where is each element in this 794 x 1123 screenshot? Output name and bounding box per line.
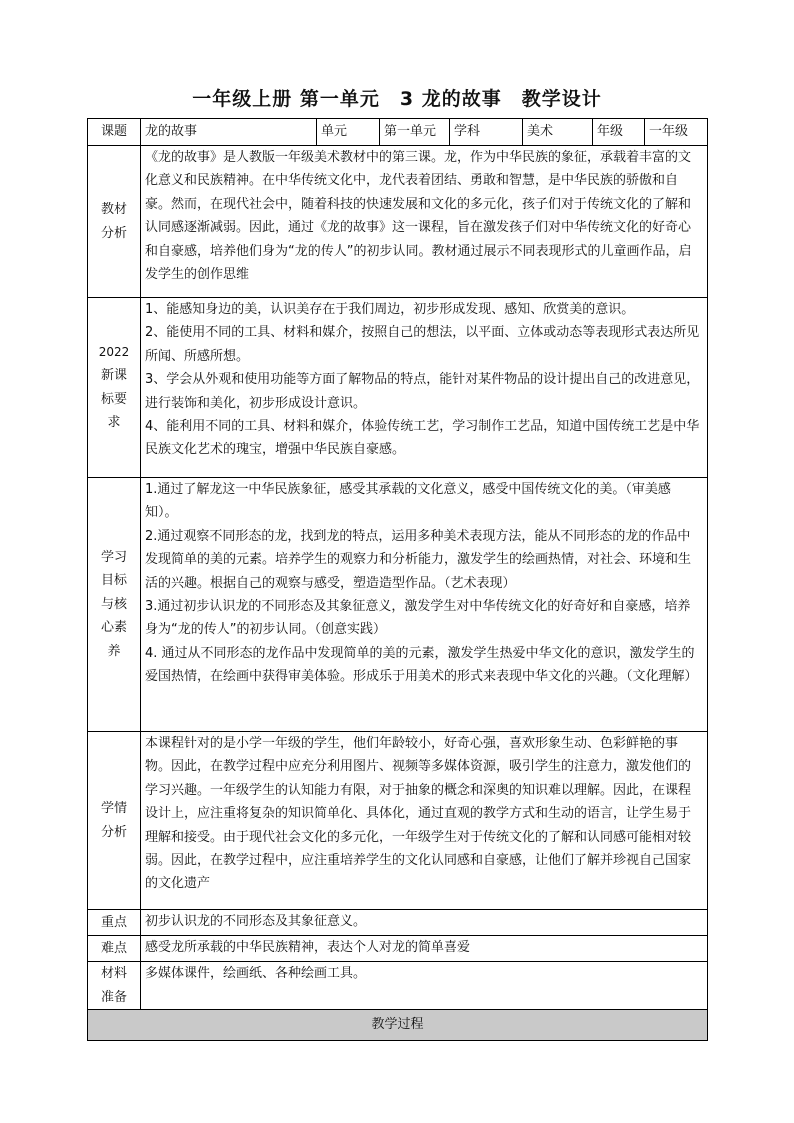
difficulty-row [88,936,708,962]
objectives-items [141,478,708,732]
grade-label: 年级 [593,119,645,146]
document-title: 一年级上册 第一单元 3 龙的故事 教学设计 [192,88,602,110]
grade-value: 一年级 [645,119,708,146]
learner-analysis-row [88,732,708,910]
subject-label: 学科 [450,119,523,146]
curriculum-label: 2022 新课 标要 求 [88,298,141,478]
curriculum-item: 4、能利用不同的工具、材料和媒介，体验传统工艺，学习制作工艺品，知道中国传统工艺是中华民族文化艺术的瑰宝，增强中华民族自豪感。 [145,419,700,458]
objectives-label: 学习 目标 与核 心素 养 [88,478,141,732]
objective-item: 1.通过了解龙这一中华民族象征，感受其承载的文化意义，感受中国传统文化的美。（审美感知）。 [145,482,671,521]
key-point-label: 重点 [88,910,141,936]
objective-item: 2.通过观察不同形态的龙，找到龙的特点，运用多种美术表现方法，能从不同形态的龙的作品中发现简单的美的元素。培养学生的观察力和分析能力，激发学生的绘画热情，对社会、环境和生活的兴趣。根据自己的观察与感受，塑造造型作品。（艺术表现） [145,528,692,591]
key-point-row [88,910,708,936]
process-row [88,1010,708,1041]
materials-label: 材料 准备 [88,962,141,1010]
material-analysis-text: 《龙的故事》是人教版一年级美术教材中的第三课。龙，作为中华民族的象征，承载着丰富的文化意义和民族精神。在中华传统文化中，龙代表着团结、勇敢和智慧，是中华民族的骄傲和自豪。然而，在现代社会中，随着科技的快速发展和文化的多元化，孩子们对于传统文化的了解和认同感逐渐减弱。因此，通过《龙的故事》这一课程，旨在激发孩子们对中华传统文化的好奇心和自豪感，培养他们身为“龙的传人”的初步认同。教材通过展示不同表现形式的儿童画作品，启发学生的创作思维 [141,146,708,298]
key-point-text: 初步认识龙的不同形态及其象征意义。 [141,910,708,936]
process-heading: 教学过程 [88,1010,708,1041]
topic-value: 龙的故事 [141,119,317,146]
learner-analysis-text: 本课程针对的是小学一年级的学生，他们年龄较小，好奇心强，喜欢形象生动、色彩鲜艳的事物。因此，在教学过程中应充分利用图片、视频等多媒体资源，吸引学生的注意力，激发他们的学习兴趣。一年级学生的认知能力有限，对于抽象的概念和深奥的知识难以理解。因此，在课程设计上，应注重将复杂的知识简单化、具体化，通过直观的教学方式和生动的语言，让学生易于理解和接受。由于现代社会文化的多元化，一年级学生对于传统文化的了解和认同感可能相对较弱。因此，在教学过程中，应注重培养学生的文化认同感和自豪感，让他们了解并珍视自己国家的文化遗产 [141,732,708,910]
learner-analysis-label: 学情 分析 [88,732,141,910]
materials-text: 多媒体课件，绘画纸、各种绘画工具。 [141,962,708,1010]
curriculum-row [88,298,708,478]
lesson-plan-table [87,118,708,1041]
topic-label: 课题 [88,119,141,146]
material-analysis-row [88,146,708,298]
materials-row [88,962,708,1010]
curriculum-item: 3、学会从外观和使用功能等方面了解物品的特点，能针对某件物品的设计提出自己的改进意见，进行装饰和美化，初步形成设计意识。 [145,372,700,411]
material-analysis-label: 教材 分析 [88,146,141,298]
curriculum-item: 1、能感知身边的美，认识美存在于我们周边，初步形成发现、感知、欣赏美的意识。 [145,302,635,317]
unit-value: 第一单元 [380,119,450,146]
objective-item: 3.通过初步认识龙的不同形态及其象征意义，激发学生对中华传统文化的好奇好和自豪感，培养身为“龙的传人”的初步认同。（创意实践） [145,599,691,638]
objective-item: 4. 通过从不同形态的龙作品中发现简单的美的元素，激发学生热爱中华文化的意识，激发学生的爱国热情，在绘画中获得审美体验。形成乐于用美术的形式来表现中华文化的兴趣。（文化理解） [145,645,698,685]
subject-value: 美术 [523,119,593,146]
curriculum-item: 2、能使用不同的工具、材料和媒介，按照自己的想法，以平面、立体或动态等表现形式表达所见所闻、所感所想。 [145,325,700,364]
objectives-row [88,478,708,732]
curriculum-items [141,298,708,478]
difficulty-text: 感受龙所承载的中华民族精神，表达个人对龙的简单喜爱 [141,936,708,962]
header-row [88,119,708,146]
difficulty-label: 难点 [88,936,141,962]
unit-label: 单元 [317,119,380,146]
